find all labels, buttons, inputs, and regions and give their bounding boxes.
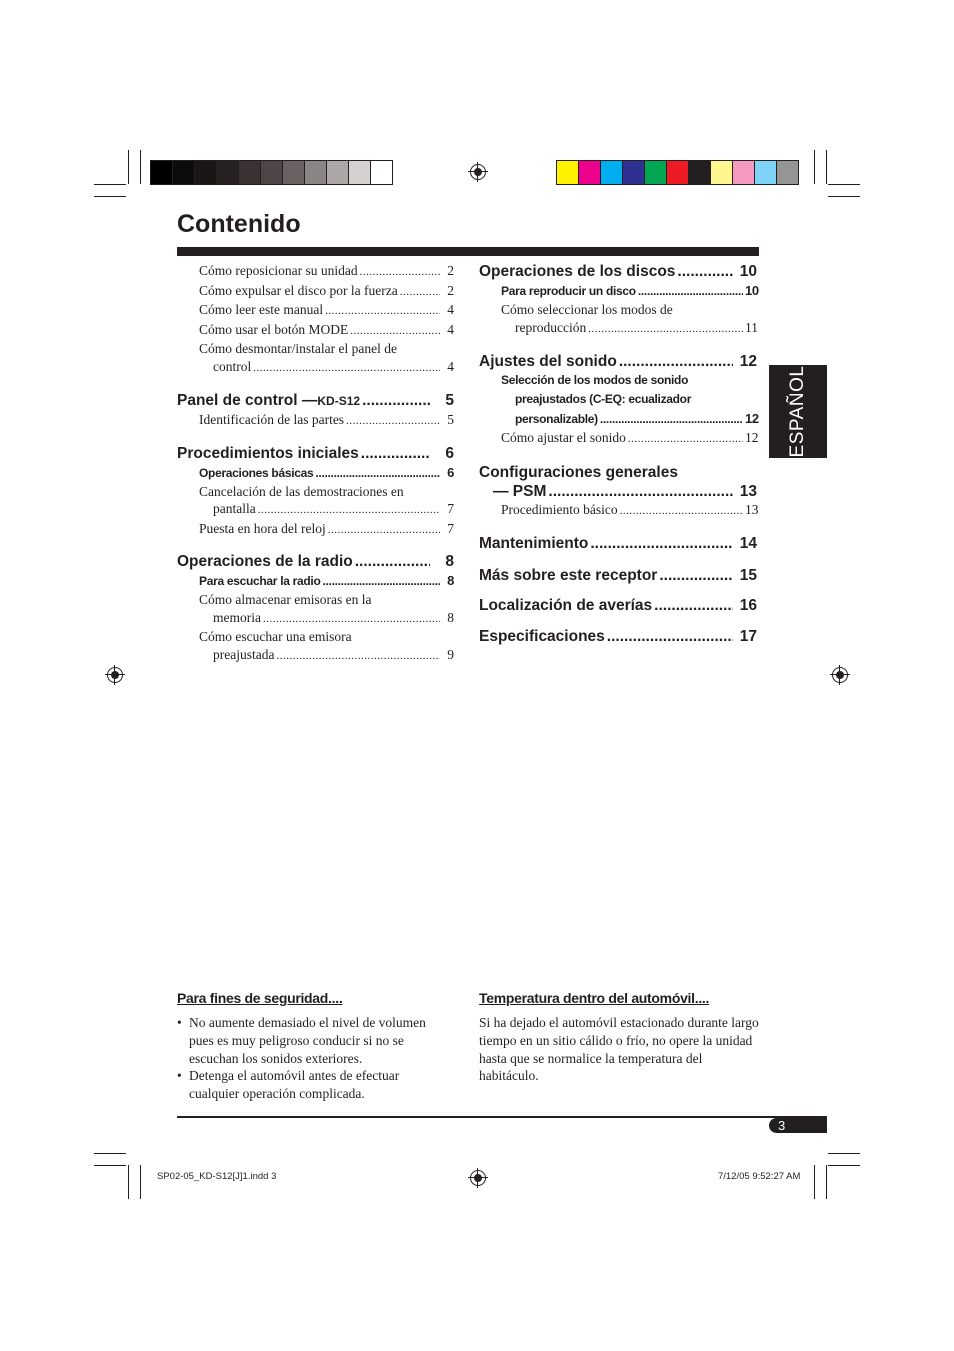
crop-mark <box>828 184 860 185</box>
leader-dots <box>677 262 733 281</box>
leader-dots <box>328 522 440 540</box>
registration-mark-icon <box>832 667 848 683</box>
title-rule <box>177 247 759 256</box>
leader-dots <box>548 482 733 501</box>
color-swatch <box>579 161 601 184</box>
toc-label: Cómo almacenar emisoras en la <box>199 592 372 607</box>
crop-mark <box>94 184 126 185</box>
color-swatch <box>623 161 645 184</box>
toc-page-number: 8 <box>445 553 454 570</box>
toc-label: Cómo seleccionar los modos de <box>501 302 673 317</box>
toc-label: Panel de control — <box>177 392 318 409</box>
toc-page-number: 13 <box>739 482 757 500</box>
toc-entry <box>479 319 757 339</box>
temperature-body: Si ha dejado el automóvil estacionado durante largo tiempo en un sitio cálido o frío, no opere la unidad hasta que se normalice la temperatura del habitáculo. <box>479 1015 759 1084</box>
crop-mark <box>828 1153 860 1154</box>
leader-dots <box>322 572 440 591</box>
toc-section-entry <box>479 352 757 371</box>
toc-label: Para escuchar la radio <box>199 574 321 588</box>
toc-model-label: KD-S12 <box>317 394 361 408</box>
leader-dots <box>253 360 440 378</box>
color-swatch <box>645 161 667 184</box>
toc-entry <box>177 646 454 666</box>
toc-page-number: 8 <box>447 573 454 588</box>
toc-section-entry <box>177 552 454 571</box>
toc-label: Selección de los modos de sonido <box>501 373 689 387</box>
crop-mark <box>814 150 815 184</box>
toc-page-number: 12 <box>745 411 759 426</box>
crop-mark <box>94 196 126 197</box>
toc-section-entry <box>177 391 454 411</box>
slug-filename: SP02-05_KD-S12[J]1.indd 3 <box>157 1171 277 1182</box>
leader-dots <box>360 264 440 282</box>
toc-label: Operaciones de la radio <box>177 553 353 570</box>
toc-page-number: 15 <box>739 567 757 584</box>
leader-dots <box>276 648 440 666</box>
toc-left-column <box>177 262 454 665</box>
toc-label: Procedimientos iniciales <box>177 444 359 462</box>
slug-date: 7/12/05 9:52:27 AM <box>718 1171 801 1182</box>
toc-label: personalizable) <box>515 412 598 426</box>
toc-entry <box>177 411 454 431</box>
safety-bullet: • No aumente demasiado el nivel de volumen pues es muy peligroso conducir si no se escuchan los sonidos exteriores. <box>177 1014 445 1067</box>
crop-mark <box>814 1165 815 1199</box>
leader-dots <box>355 552 430 571</box>
toc-page-number: 5 <box>447 412 454 427</box>
toc-entry <box>177 262 454 282</box>
leader-dots <box>607 627 733 646</box>
toc-entry <box>177 301 454 321</box>
toc-entry <box>177 591 454 609</box>
toc-page-number: 4 <box>447 321 454 337</box>
color-swatch <box>283 161 305 184</box>
toc-entry <box>177 340 454 358</box>
toc-page-number: 12 <box>745 430 759 445</box>
toc-page-number: 12 <box>739 353 757 370</box>
toc-entry <box>177 321 454 341</box>
toc-page-number: 8 <box>447 609 454 625</box>
safety-body <box>177 1014 445 1103</box>
toc-page-number: 6 <box>447 464 454 480</box>
toc-label: Operaciones básicas <box>199 465 314 480</box>
toc-section-entry <box>479 627 757 646</box>
toc-entry <box>177 520 454 540</box>
toc-label: memoria <box>213 609 261 625</box>
toc-label: preajustada <box>213 646 275 662</box>
toc-page-number: 7 <box>447 520 454 536</box>
toc-page-number: 10 <box>745 283 759 298</box>
toc-entry <box>177 609 454 629</box>
color-swatch <box>557 161 579 184</box>
temperature-heading: Temperatura dentro del automóvil.... <box>479 990 710 1006</box>
toc-label: Mantenimiento <box>479 535 589 552</box>
toc-page-number: 13 <box>745 501 759 517</box>
crop-mark <box>828 1165 860 1166</box>
color-swatch <box>239 161 261 184</box>
page-title: Contenido <box>177 210 301 238</box>
grayscale-bar <box>150 160 393 185</box>
toc-label: reproducción <box>515 319 587 335</box>
color-swatch <box>327 161 349 184</box>
toc-page-number: 7 <box>447 501 454 516</box>
language-tab <box>769 365 827 458</box>
toc-entry <box>479 501 757 521</box>
leader-dots <box>263 611 440 629</box>
leader-dots <box>590 534 733 553</box>
toc-section-entry <box>479 463 757 482</box>
leader-dots <box>361 444 430 463</box>
leader-dots <box>400 284 440 302</box>
toc-page-number: 11 <box>745 319 758 335</box>
leader-dots <box>588 321 743 339</box>
leader-dots <box>628 431 743 449</box>
toc-label: Cancelación de las demostraciones en <box>199 483 404 499</box>
leader-dots <box>325 303 440 321</box>
color-swatch <box>601 161 623 184</box>
language-tab-label: ESPAÑOL <box>787 365 808 458</box>
color-swatch <box>261 161 283 184</box>
leader-dots <box>258 502 440 520</box>
toc-label: Identificación de las partes <box>199 412 345 427</box>
color-swatch <box>777 161 798 184</box>
toc-label: control <box>213 358 252 374</box>
toc-entry <box>479 371 757 390</box>
crop-mark <box>128 1165 129 1199</box>
toc-label: Localización de averías <box>479 597 653 614</box>
toc-entry <box>479 281 757 301</box>
toc-page-number: 6 <box>445 444 454 462</box>
crop-mark <box>94 1153 126 1154</box>
toc-label: Cómo usar el botón MODE <box>199 321 349 337</box>
toc-page-number: 5 <box>445 392 454 409</box>
color-swatch <box>195 161 217 184</box>
crop-mark <box>94 1165 126 1166</box>
toc-entry <box>479 301 757 319</box>
toc-page-number: 2 <box>447 263 454 278</box>
toc-section-entry <box>479 596 757 615</box>
toc-label: Configuraciones generales <box>479 463 678 481</box>
toc-section-entry <box>177 444 454 463</box>
toc-label: Más sobre este receptor <box>479 567 658 584</box>
toc-page-number: 10 <box>739 263 757 280</box>
color-swatch <box>689 161 711 184</box>
toc-label: — PSM <box>493 482 547 500</box>
toc-entry <box>177 500 454 520</box>
color-swatch <box>305 161 327 184</box>
toc-entry <box>479 429 757 449</box>
leader-dots <box>346 413 440 431</box>
color-swatch <box>173 161 195 184</box>
color-calibration-bar <box>556 160 799 185</box>
toc-label: Procedimiento básico <box>501 501 618 517</box>
leader-dots <box>350 323 440 341</box>
toc-label: Para reproducir un disco <box>501 284 636 298</box>
toc-label: Cómo reposicionar su unidad <box>199 263 358 278</box>
page-number-tab <box>769 1118 827 1133</box>
toc-label: Operaciones de los discos <box>479 263 676 280</box>
crop-mark <box>128 150 129 184</box>
toc-entry <box>177 483 454 501</box>
toc-label: Cómo escuchar una emisora <box>199 629 352 644</box>
crop-mark <box>140 150 141 184</box>
toc-label: Cómo leer este manual <box>199 302 324 317</box>
crop-mark <box>826 1165 827 1199</box>
toc-section-entry <box>479 262 757 281</box>
leader-dots <box>362 391 430 410</box>
toc-page-number: 4 <box>447 302 454 317</box>
registration-mark-icon <box>107 667 123 683</box>
toc-entry <box>177 628 454 646</box>
leader-dots <box>600 410 743 429</box>
toc-right-column <box>479 262 757 646</box>
toc-page-number: 9 <box>447 646 454 662</box>
toc-entry <box>177 463 454 483</box>
leader-dots <box>620 503 743 521</box>
safety-bullet: • Detenga el automóvil antes de efectuar cualquier operación complicada. <box>177 1067 445 1103</box>
color-swatch <box>667 161 689 184</box>
toc-label: preajustados (C-EQ: ecualizador <box>515 392 692 406</box>
page-number: 3 <box>778 1118 786 1133</box>
toc-section-entry <box>479 482 757 501</box>
toc-label: Especificaciones <box>479 628 605 645</box>
toc-label: Cómo ajustar el sonido <box>501 430 626 445</box>
toc-entry <box>479 390 757 409</box>
toc-label: Ajustes del sonido <box>479 353 617 370</box>
leader-dots <box>654 596 733 615</box>
leader-dots <box>619 352 733 371</box>
toc-label: Cómo expulsar el disco por la fuerza <box>199 282 398 298</box>
color-swatch <box>711 161 733 184</box>
toc-entry <box>479 409 757 429</box>
toc-page-number: 16 <box>739 597 757 614</box>
footer-rule <box>177 1116 827 1118</box>
leader-dots <box>638 282 743 301</box>
leader-dots <box>315 464 440 483</box>
color-swatch <box>733 161 755 184</box>
toc-section-entry <box>479 534 757 553</box>
color-swatch <box>151 161 173 184</box>
toc-entry <box>177 358 454 378</box>
toc-label: Puesta en hora del reloj <box>199 520 326 536</box>
toc-section-entry <box>479 566 757 585</box>
color-swatch <box>217 161 239 184</box>
crop-mark <box>828 196 860 197</box>
toc-page-number: 2 <box>447 282 454 298</box>
registration-mark-icon <box>470 164 486 180</box>
toc-page-number: 4 <box>447 358 454 374</box>
color-swatch <box>349 161 371 184</box>
color-swatch <box>755 161 777 184</box>
toc-page-number: 14 <box>739 535 757 552</box>
color-swatch <box>371 161 392 184</box>
toc-page-number: 17 <box>739 628 757 645</box>
toc-label: Cómo desmontar/instalar el panel de <box>199 341 397 356</box>
crop-mark <box>826 150 827 184</box>
leader-dots <box>659 566 733 585</box>
safety-heading: Para fines de seguridad.... <box>177 990 343 1006</box>
registration-mark-icon <box>470 1170 486 1186</box>
crop-mark <box>140 1165 141 1199</box>
toc-entry <box>177 571 454 591</box>
toc-entry <box>177 282 454 302</box>
toc-label: pantalla <box>213 501 256 516</box>
